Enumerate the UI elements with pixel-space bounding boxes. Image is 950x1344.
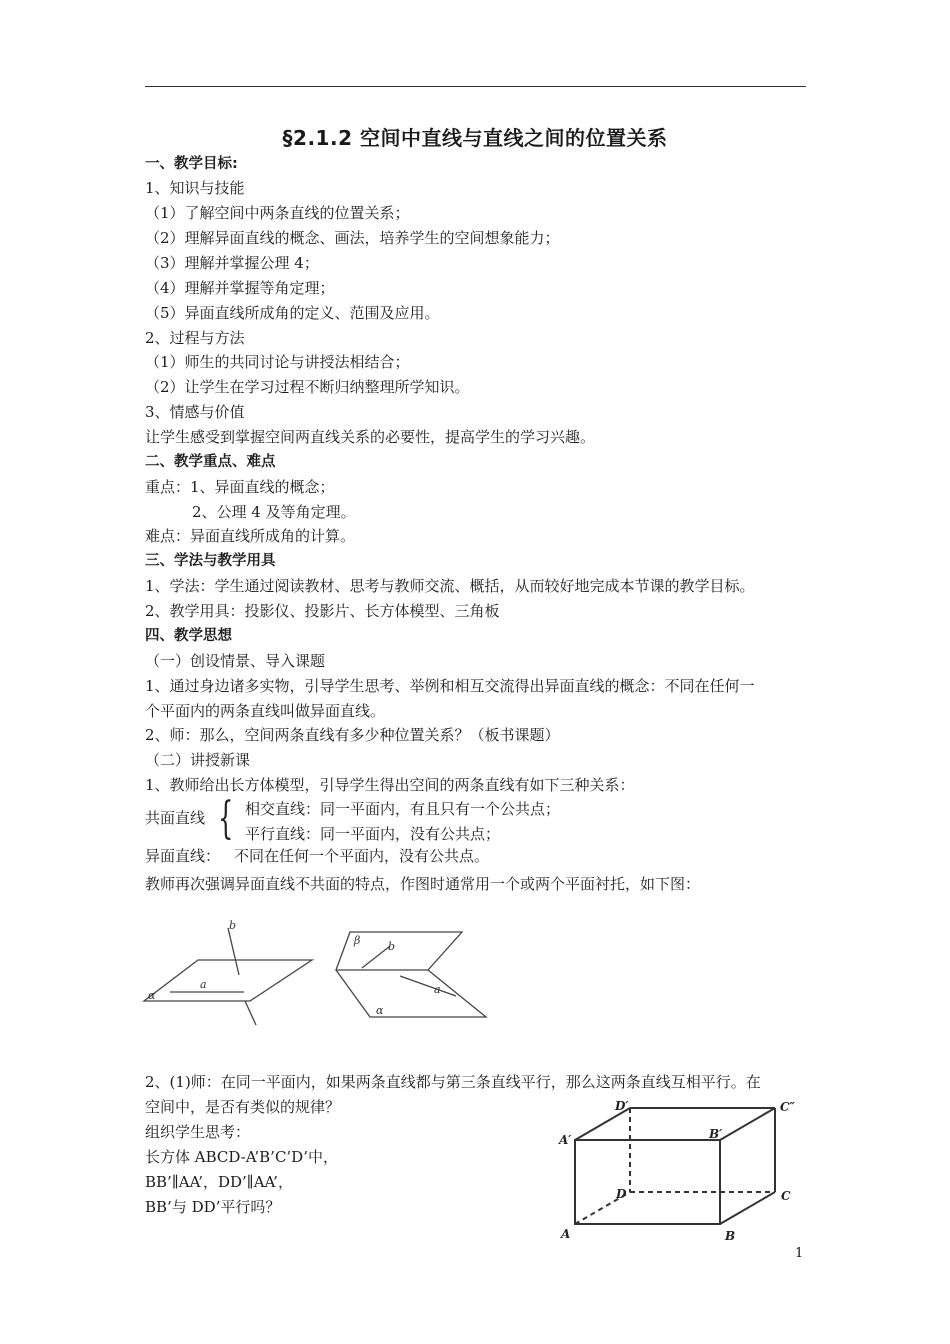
text-line: （一）创设情景、导入课题: [145, 652, 326, 670]
page-title: §2.1.2 空间中直线与直线之间的位置关系: [282, 126, 668, 150]
text-line: （二）讲授新课: [145, 751, 251, 769]
skew-definition: 不同在任何一个平面内，没有公共点。: [234, 847, 490, 865]
vertex-B1: B′: [709, 1127, 723, 1141]
header-rule: [145, 86, 806, 87]
text-line: （3）理解并掌握公理 4；: [145, 254, 319, 272]
text-line: 3、情感与价值: [145, 403, 245, 421]
section-heading-objectives: 一、教学目标:: [145, 156, 238, 172]
text-line: 2、过程与方法: [145, 329, 245, 347]
text-line: 1、知识与技能: [145, 179, 245, 197]
text-line: （1）师生的共同讨论与讲授法相结合；: [145, 353, 410, 371]
vertex-D: D: [616, 1187, 627, 1201]
text-line: 让学生感受到掌握空间两直线关系的必要性，提高学生的学习兴趣。: [145, 428, 596, 446]
text-line: 组织学生思考：: [145, 1123, 251, 1141]
text-line: BB’与 DD’平行吗？: [145, 1198, 281, 1216]
label-a: a: [200, 978, 207, 991]
text-line: 难点：异面直线所成角的计算。: [145, 527, 356, 545]
text-line: 2、教学用具：投影仪、投影片、长方体模型、三角板: [145, 602, 500, 620]
vertex-D1: D′: [615, 1099, 629, 1113]
label-alpha: α: [376, 1004, 384, 1017]
text-line: 1、学法：学生通过阅读教材、思考与教师交流、概括，从而较好地完成本节课的教学目标。: [145, 577, 755, 595]
vertex-C1: C″: [780, 1100, 795, 1114]
text-line: （5）异面直线所成角的定义、范围及应用。: [145, 304, 440, 322]
text-line: 2、师：那么，空间两条直线有多少种位置关系？（板书课题）: [145, 726, 560, 744]
page-number: 1: [795, 1246, 804, 1261]
parallel-definition: 平行直线：同一平面内，没有公共点；: [245, 825, 501, 843]
section-heading-methods: 三、学法与教学用具: [145, 553, 276, 569]
text-line: 教师再次强调异面直线不共面的特点，作图时通常用一个或两个平面衬托，如下图：: [145, 875, 701, 893]
cuboid-figure: [555, 1098, 800, 1243]
text-line: 空间中，是否有类似的规律？: [145, 1098, 341, 1116]
text-line: 1、通过身边诸多实物，引导学生思考、举例和相互交流得出异面直线的概念：不同在任何一: [145, 677, 755, 695]
vertex-B: B: [725, 1229, 736, 1243]
text-line: 重点：1、异面直线的概念；: [145, 478, 335, 496]
label-a: a: [434, 983, 441, 996]
coplanar-label: 共面直线: [145, 809, 206, 827]
label-b: b: [229, 919, 237, 932]
text-line: 长方体 ABCD-A’B’C’D’中，: [145, 1148, 338, 1166]
label-beta: β: [354, 934, 361, 947]
text-line: 1、教师给出长方体模型，引导学生得出空间的两条直线有如下三种关系：: [145, 776, 635, 794]
figure-skew-one-plane: [140, 915, 320, 1030]
text-line: 2、公理 4 及等角定理。: [192, 503, 356, 521]
skew-label: 异面直线：: [145, 847, 221, 865]
label-alpha: α: [148, 989, 156, 1002]
text-line: BB’∥AA’，DD’∥AA’，: [145, 1173, 293, 1191]
text-line: （1）了解空间中两条直线的位置关系；: [145, 204, 410, 222]
text-line: （2）让学生在学习过程不断归纳整理所学知识。: [145, 378, 470, 396]
brace: {: [218, 793, 234, 844]
label-b: b: [388, 940, 396, 953]
section-heading-teaching: 四、教学思想: [145, 628, 232, 644]
intersect-definition: 相交直线：同一平面内，有且只有一个公共点；: [245, 800, 561, 818]
section-heading-keypoints: 二、教学重点、难点: [145, 454, 276, 470]
text-line: （2）理解异面直线的概念、画法，培养学生的空间想象能力；: [145, 229, 560, 247]
text-line: 2、(1)师：在同一平面内，如果两条直线都与第三条直线平行，那么这两条直线互相平行。在: [145, 1073, 761, 1091]
text-line: （4）理解并掌握等角定理；: [145, 279, 335, 297]
vertex-A: A: [561, 1227, 571, 1241]
vertex-A1: A′: [559, 1133, 572, 1147]
text-line: 个平面内的两条直线叫做异面直线。: [145, 702, 386, 720]
vertex-C: C: [781, 1189, 791, 1203]
figure-skew-two-planes: [330, 915, 490, 1030]
